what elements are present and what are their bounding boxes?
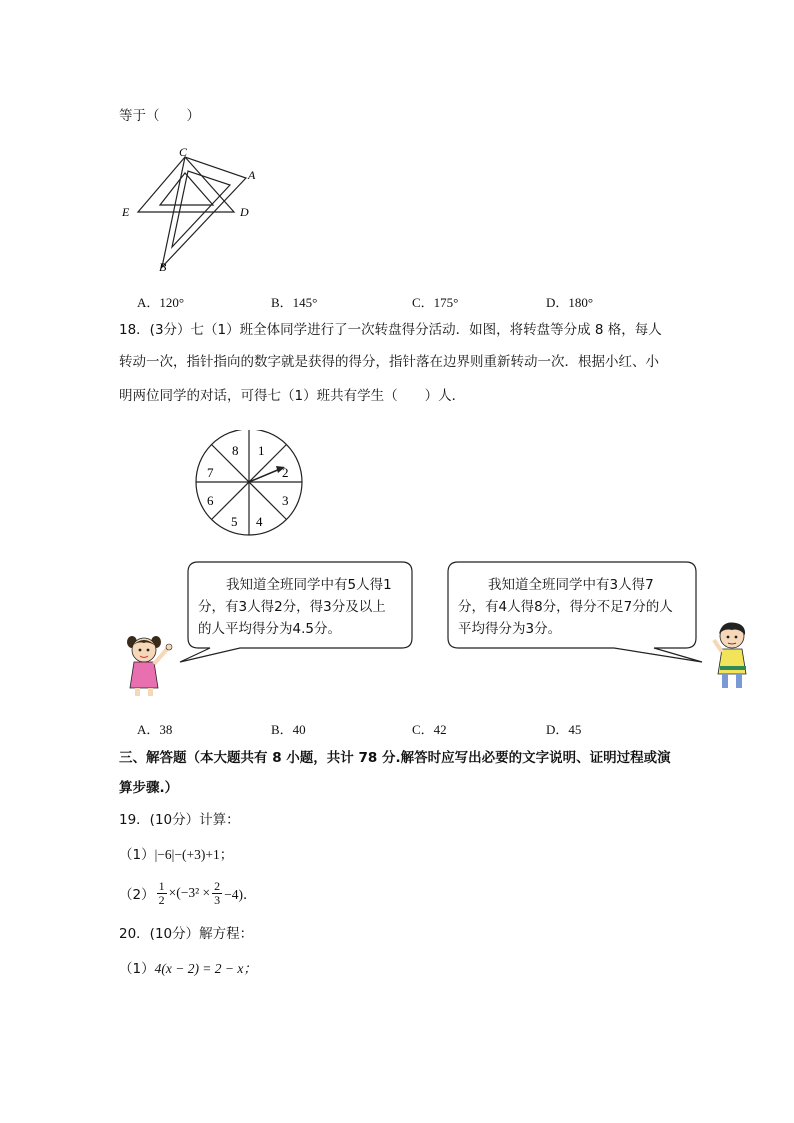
fraction-two-thirds: $\frac{2}{3}$ <box>214 878 221 907</box>
q18-stem-line2: 转动一次，指针指向的数字就是获得的得分，指针落在边界则重新转动一次．根据小红、小 <box>119 354 659 370</box>
q19-part1: （1）|−6|−(+3)+1； <box>119 847 234 863</box>
bubble-right-text: 我知道全班同学中有3人得7 分，有4人得8分，得分不足7分的人 平均得分为3分。 <box>458 577 673 637</box>
wheel-number-2: 2 <box>282 465 289 480</box>
wheel-number-5: 5 <box>231 514 238 529</box>
bubble-left-text: 我知道全班同学中有5人得1 分，有3人得2分，得3分及以上 的人平均得分为4.5分。 <box>198 577 392 637</box>
wheel-number-4: 4 <box>256 514 263 529</box>
q20-part1: （1）4(x − 2) = 2 − x； <box>119 961 257 977</box>
q17-option-d: D．180° <box>546 295 594 310</box>
section3-heading-line1: 三、解答题（本大题共有 8 小题，共计 78 分.解答时应写出必要的文字说明、证明过程或演 <box>119 750 671 766</box>
wheel-number-6: 6 <box>207 493 214 508</box>
wheel-number-1: 1 <box>258 443 265 458</box>
inner-triangle-abc <box>172 171 230 247</box>
q19-part2: （2） $\frac{1}{2}$ ×(−3² × $\frac{2}{3}$ −4)． <box>119 878 257 907</box>
q17-question-tail: 等于（ ） <box>119 108 200 124</box>
fraction-one-half: $\frac{1}{2}$ <box>158 878 165 907</box>
label-a: A <box>248 168 256 182</box>
section3-heading-line2: 算步骤.） <box>119 780 179 796</box>
girl-cartoon-icon <box>120 632 180 698</box>
q18-option-d: D．45 <box>546 722 582 737</box>
label-c: C <box>179 145 188 159</box>
q17-option-c: C．175° <box>412 295 459 310</box>
outer-triangle-ecd <box>138 157 234 212</box>
q18-stem-line3: 明两位同学的对话，可得七（1）班共有学生（ ）人． <box>119 388 466 404</box>
wheel-number-7: 7 <box>207 465 214 480</box>
q18-option-c: C．42 <box>412 722 447 737</box>
spinner-wheel <box>192 430 312 540</box>
q20-title: 20．(10分）解方程： <box>119 926 254 942</box>
q17-triangle-figure <box>118 143 268 278</box>
wheel-number-3: 3 <box>282 493 289 508</box>
label-e: E <box>122 205 130 219</box>
q18-stem-line1: 18．(3分）七（1）班全体同学进行了一次转盘得分活动．如图，将转盘等分成 8 格，每人 <box>119 322 662 338</box>
boy-cartoon-icon <box>706 620 756 692</box>
q18-option-a: A．38 <box>137 722 173 737</box>
spinner-pointer <box>249 469 280 482</box>
q18-option-b: B．40 <box>271 722 306 737</box>
q17-option-b: B．145° <box>271 295 318 310</box>
wheel-number-8: 8 <box>232 443 239 458</box>
label-d: D <box>240 205 249 219</box>
q17-option-a: A．120° <box>137 295 185 310</box>
q19-title: 19．(10分）计算： <box>119 812 240 828</box>
label-b: B <box>159 260 167 274</box>
